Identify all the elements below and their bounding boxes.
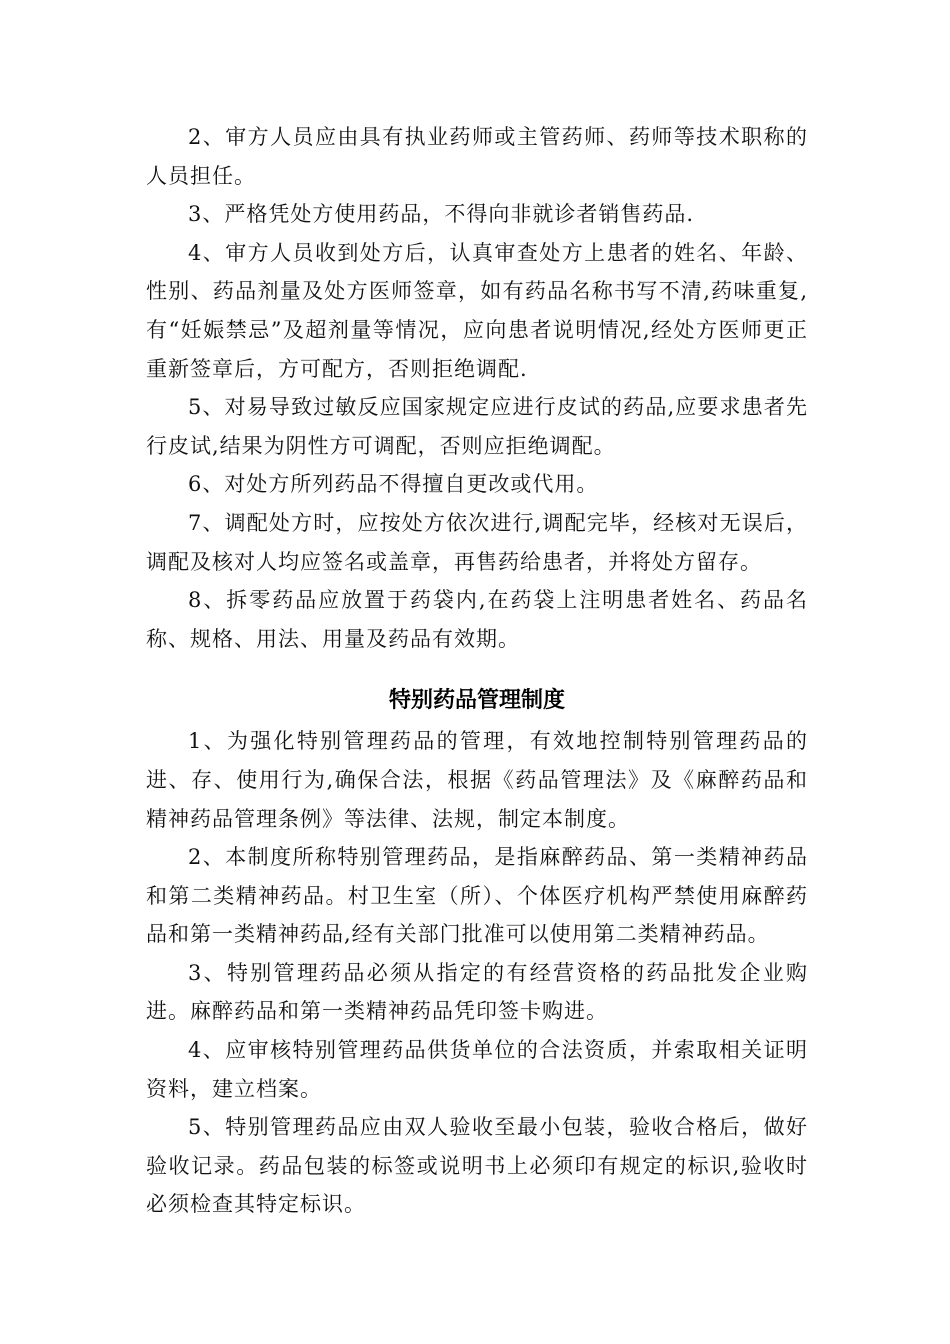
paragraph-acceptance-check: 5、特别管理药品应由双人验收至最小包装，验收合格后，做好验收记录。药品包装的标签或说明书上必须印有规定的标识,验收时必须检查其特定标识。	[146, 1115, 808, 1217]
paragraph-prescription-only: 3、严格凭处方使用药品，不得向非就诊者销售药品.	[188, 202, 695, 227]
paragraph-special-drug-purchase: 3、特别管理药品必须从指定的有经营资格的药品批发企业购进。麻醉药品和第一类精神药品凭印签卡购进。	[146, 960, 808, 1024]
paragraph-special-drug-purpose: 1、为强化特别管理药品的管理，有效地控制特别管理药品的进、存、使用行为,确保合法，根据《药品管理法》及《麻醉药品和精神药品管理条例》等法律、法规，制定本制度。	[146, 729, 808, 831]
paragraph-dispensing-order: 7、调配处方时，应按处方依次进行,调配完毕，经核对无误后，调配及核对人均应签名或盖章，再售药给患者，并将处方留存。	[146, 510, 808, 574]
document-body	[146, 118, 808, 1224]
paragraph-no-substitution: 6、对处方所列药品不得擅自更改或代用。	[188, 472, 599, 497]
paragraph-special-drug-definition: 2、本制度所称特别管理药品，是指麻醉药品、第一类精神药品和第二类精神药品。村卫生室（所）、个体医疗机构严禁使用麻醉药品和第一类精神药品,经有关部门批准可以使用第二类精神药品。	[146, 845, 808, 947]
paragraph-skin-test: 5、对易导致过敏反应国家规定应进行皮试的药品,应要求患者先行皮试,结果为阴性方可调配，否则应拒绝调配。	[146, 395, 808, 458]
paragraph-prescription-review: 4、审方人员收到处方后，认真审查处方上患者的姓名、年龄、性别、药品剂量及处方医师签章，如有药品名称书写不清,药味重复,有“妊娠禁忌”及超剂量等情况，应向患者说明情况,经处方医师更正重新签章后，方可配方，否则拒绝调配.	[146, 240, 808, 381]
paragraph-split-packaging: 8、拆零药品应放置于药袋内,在药袋上注明患者姓名、药品名称、规格、用法、用量及药品有效期。	[146, 588, 808, 651]
paragraph-pharmacist-qualification: 2、审方人员应由具有执业药师或主管药师、药师等技术职称的人员担任。	[146, 125, 808, 188]
section-title: 特别药品管理制度	[388, 688, 565, 714]
paragraph-supplier-review: 4、应审核特别管理药品供货单位的合法资质，并索取相关证明资料，建立档案。	[146, 1038, 808, 1101]
